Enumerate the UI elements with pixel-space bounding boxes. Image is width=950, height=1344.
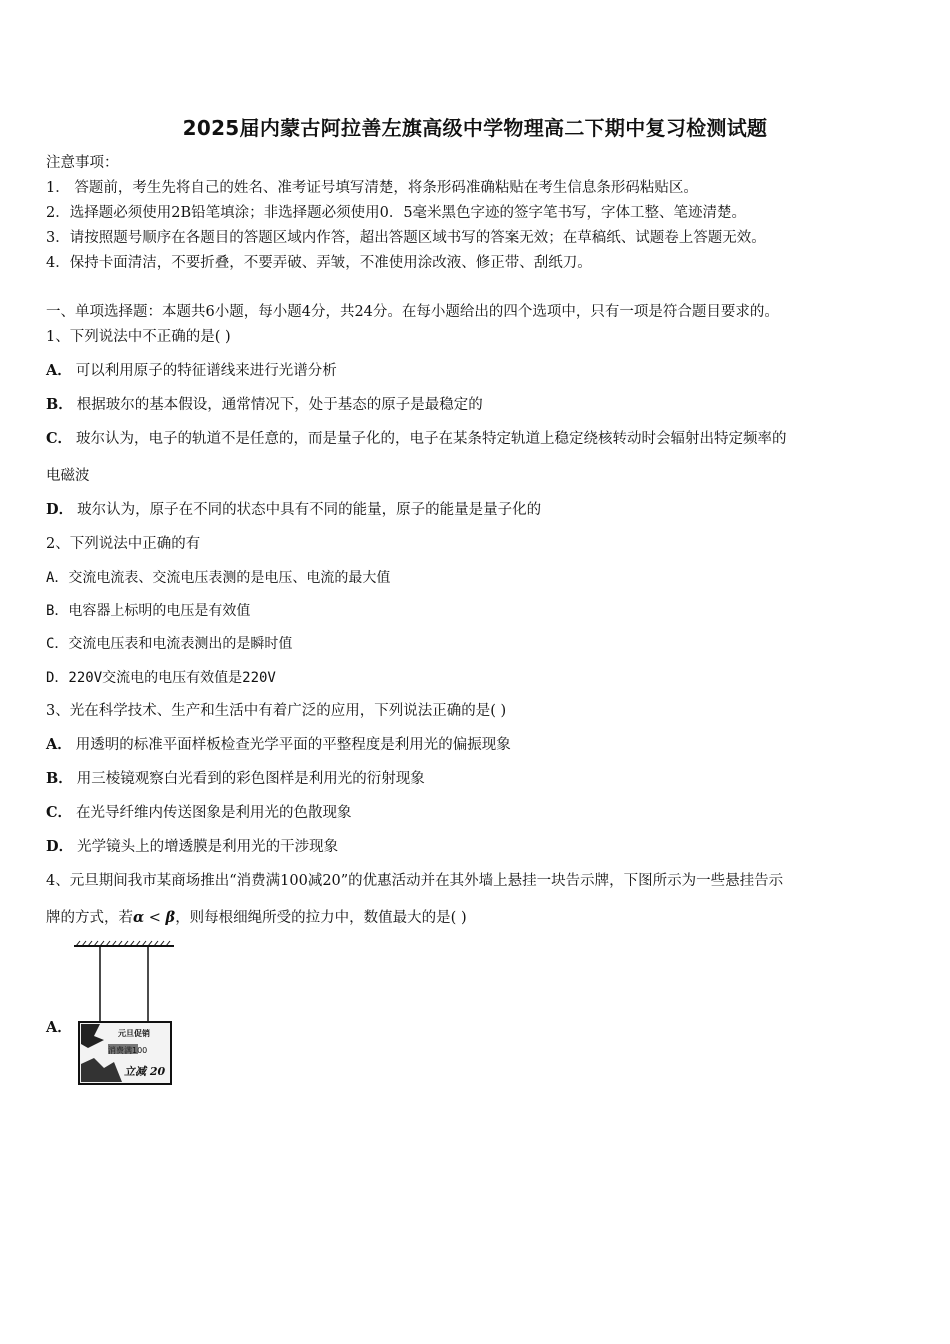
q4-option-a-label: A． [46, 1019, 72, 1036]
option-text: 玻尔认为，原子在不同的状态中具有不同的能量，原子的能量是量子化的 [77, 502, 542, 518]
q1-option-d [46, 500, 541, 520]
q3-option-a [46, 735, 511, 755]
q1-option-c-continued: 电磁波 [46, 468, 90, 484]
stem-text: ，则每根细绳所受的拉力中，数值最大的是( ) [175, 910, 467, 926]
q2-option-b: B．电容器上标明的电压是有效值 [46, 603, 251, 619]
question-3-stem: 3、光在科学技术、生产和生活中有着广泛的应用，下列说法正确的是( ) [46, 703, 507, 719]
beta-symbol: β [165, 909, 176, 926]
q2-option-d: D．220V交流电的电压有效值是220V [46, 670, 276, 686]
option-text: 可以利用原子的特征谱线来进行光谱分析 [75, 363, 337, 379]
q2-option-a: A．交流电流表、交流电压表测的是电压、电流的最大值 [46, 570, 391, 586]
sign-text-bottom: 立减 20 [124, 1065, 166, 1078]
option-text: 光学镜头上的增透膜是利用光的干涉现象 [77, 839, 339, 855]
question-2-stem: 2、下列说法中正确的有 [46, 536, 201, 552]
less-than-symbol: < [144, 910, 166, 926]
notice-item-3: 3．请按照题号顺序在各题目的答题区域内作答，超出答题区域书写的答案无效；在草稿纸、试题卷上答题无效。 [46, 230, 766, 246]
notice-item-2: 2．选择题必须使用2B铅笔填涂；非选择题必须使用0．5毫米黑色字迹的签字笔书写，字体工整、笔迹清楚。 [46, 205, 747, 221]
question-4-stem: 4、元旦期间我市某商场推出“消费满100减20”的优惠活动并在其外墙上悬挂一块告示牌，下图所示为一些悬挂告示 [46, 873, 784, 889]
question-4-stem-continued [46, 908, 467, 928]
stem-text: 牌的方式，若 [46, 910, 133, 926]
q3-option-c [46, 803, 352, 823]
alpha-symbol: α [133, 909, 145, 926]
option-label: A． [46, 362, 72, 379]
option-text: 用透明的标准平面样板检查光学平面的平整程度是利用光的偏振现象 [75, 737, 511, 753]
q2-option-c: C．交流电压表和电流表测出的是瞬时值 [46, 636, 293, 652]
option-label: B． [46, 770, 73, 787]
option-label: D． [46, 501, 74, 518]
q1-option-c [46, 429, 787, 449]
q3-option-b [46, 769, 425, 789]
sign-text-top: 元旦促销 [118, 1029, 150, 1038]
option-text: 在光导纤维内传送图象是利用光的色散现象 [76, 805, 352, 821]
option-text: 根据玻尔的基本假设，通常情况下，处于基态的原子是最稳定的 [76, 397, 483, 413]
q1-option-a [46, 361, 337, 381]
option-text: 用三棱镜观察白光看到的彩色图样是利用光的衍射现象 [76, 771, 425, 787]
option-label: B． [46, 396, 73, 413]
question-1-stem: 1、下列说法中不正确的是( ) [46, 329, 231, 345]
sign-text-mid: 消费满100 [108, 1046, 148, 1055]
option-label: C． [46, 804, 73, 821]
hanging-sign-figure [70, 940, 180, 1090]
option-label: C． [46, 430, 73, 447]
page-title: 2025届内蒙古阿拉善左旗高级中学物理高二下期中复习检测试题 [182, 116, 768, 140]
notice-item-1: 1． 答题前，考生先将自己的姓名、准考证号填写清楚，将条形码准确粘贴在考生信息条形码粘贴区。 [46, 180, 698, 196]
q1-option-b [46, 395, 483, 415]
hanging-sign-diagram [70, 940, 180, 1090]
notice-item-4: 4．保持卡面清洁，不要折叠，不要弄破、弄皱，不准使用涂改液、修正带、刮纸刀。 [46, 255, 592, 271]
section-heading: 一、单项选择题：本题共6小题，每小题4分，共24分。在每小题给出的四个选项中，只有一项是符合题目要求的。 [46, 304, 779, 320]
notice-heading: 注意事项： [46, 155, 119, 171]
option-text: 玻尔认为，电子的轨道不是任意的，而是量子化的，电子在某条特定轨道上稳定绕核转动时会辐射出特定频率的 [76, 431, 787, 447]
q3-option-d [46, 837, 338, 857]
option-label: D． [46, 838, 74, 855]
option-label: A． [46, 736, 72, 753]
